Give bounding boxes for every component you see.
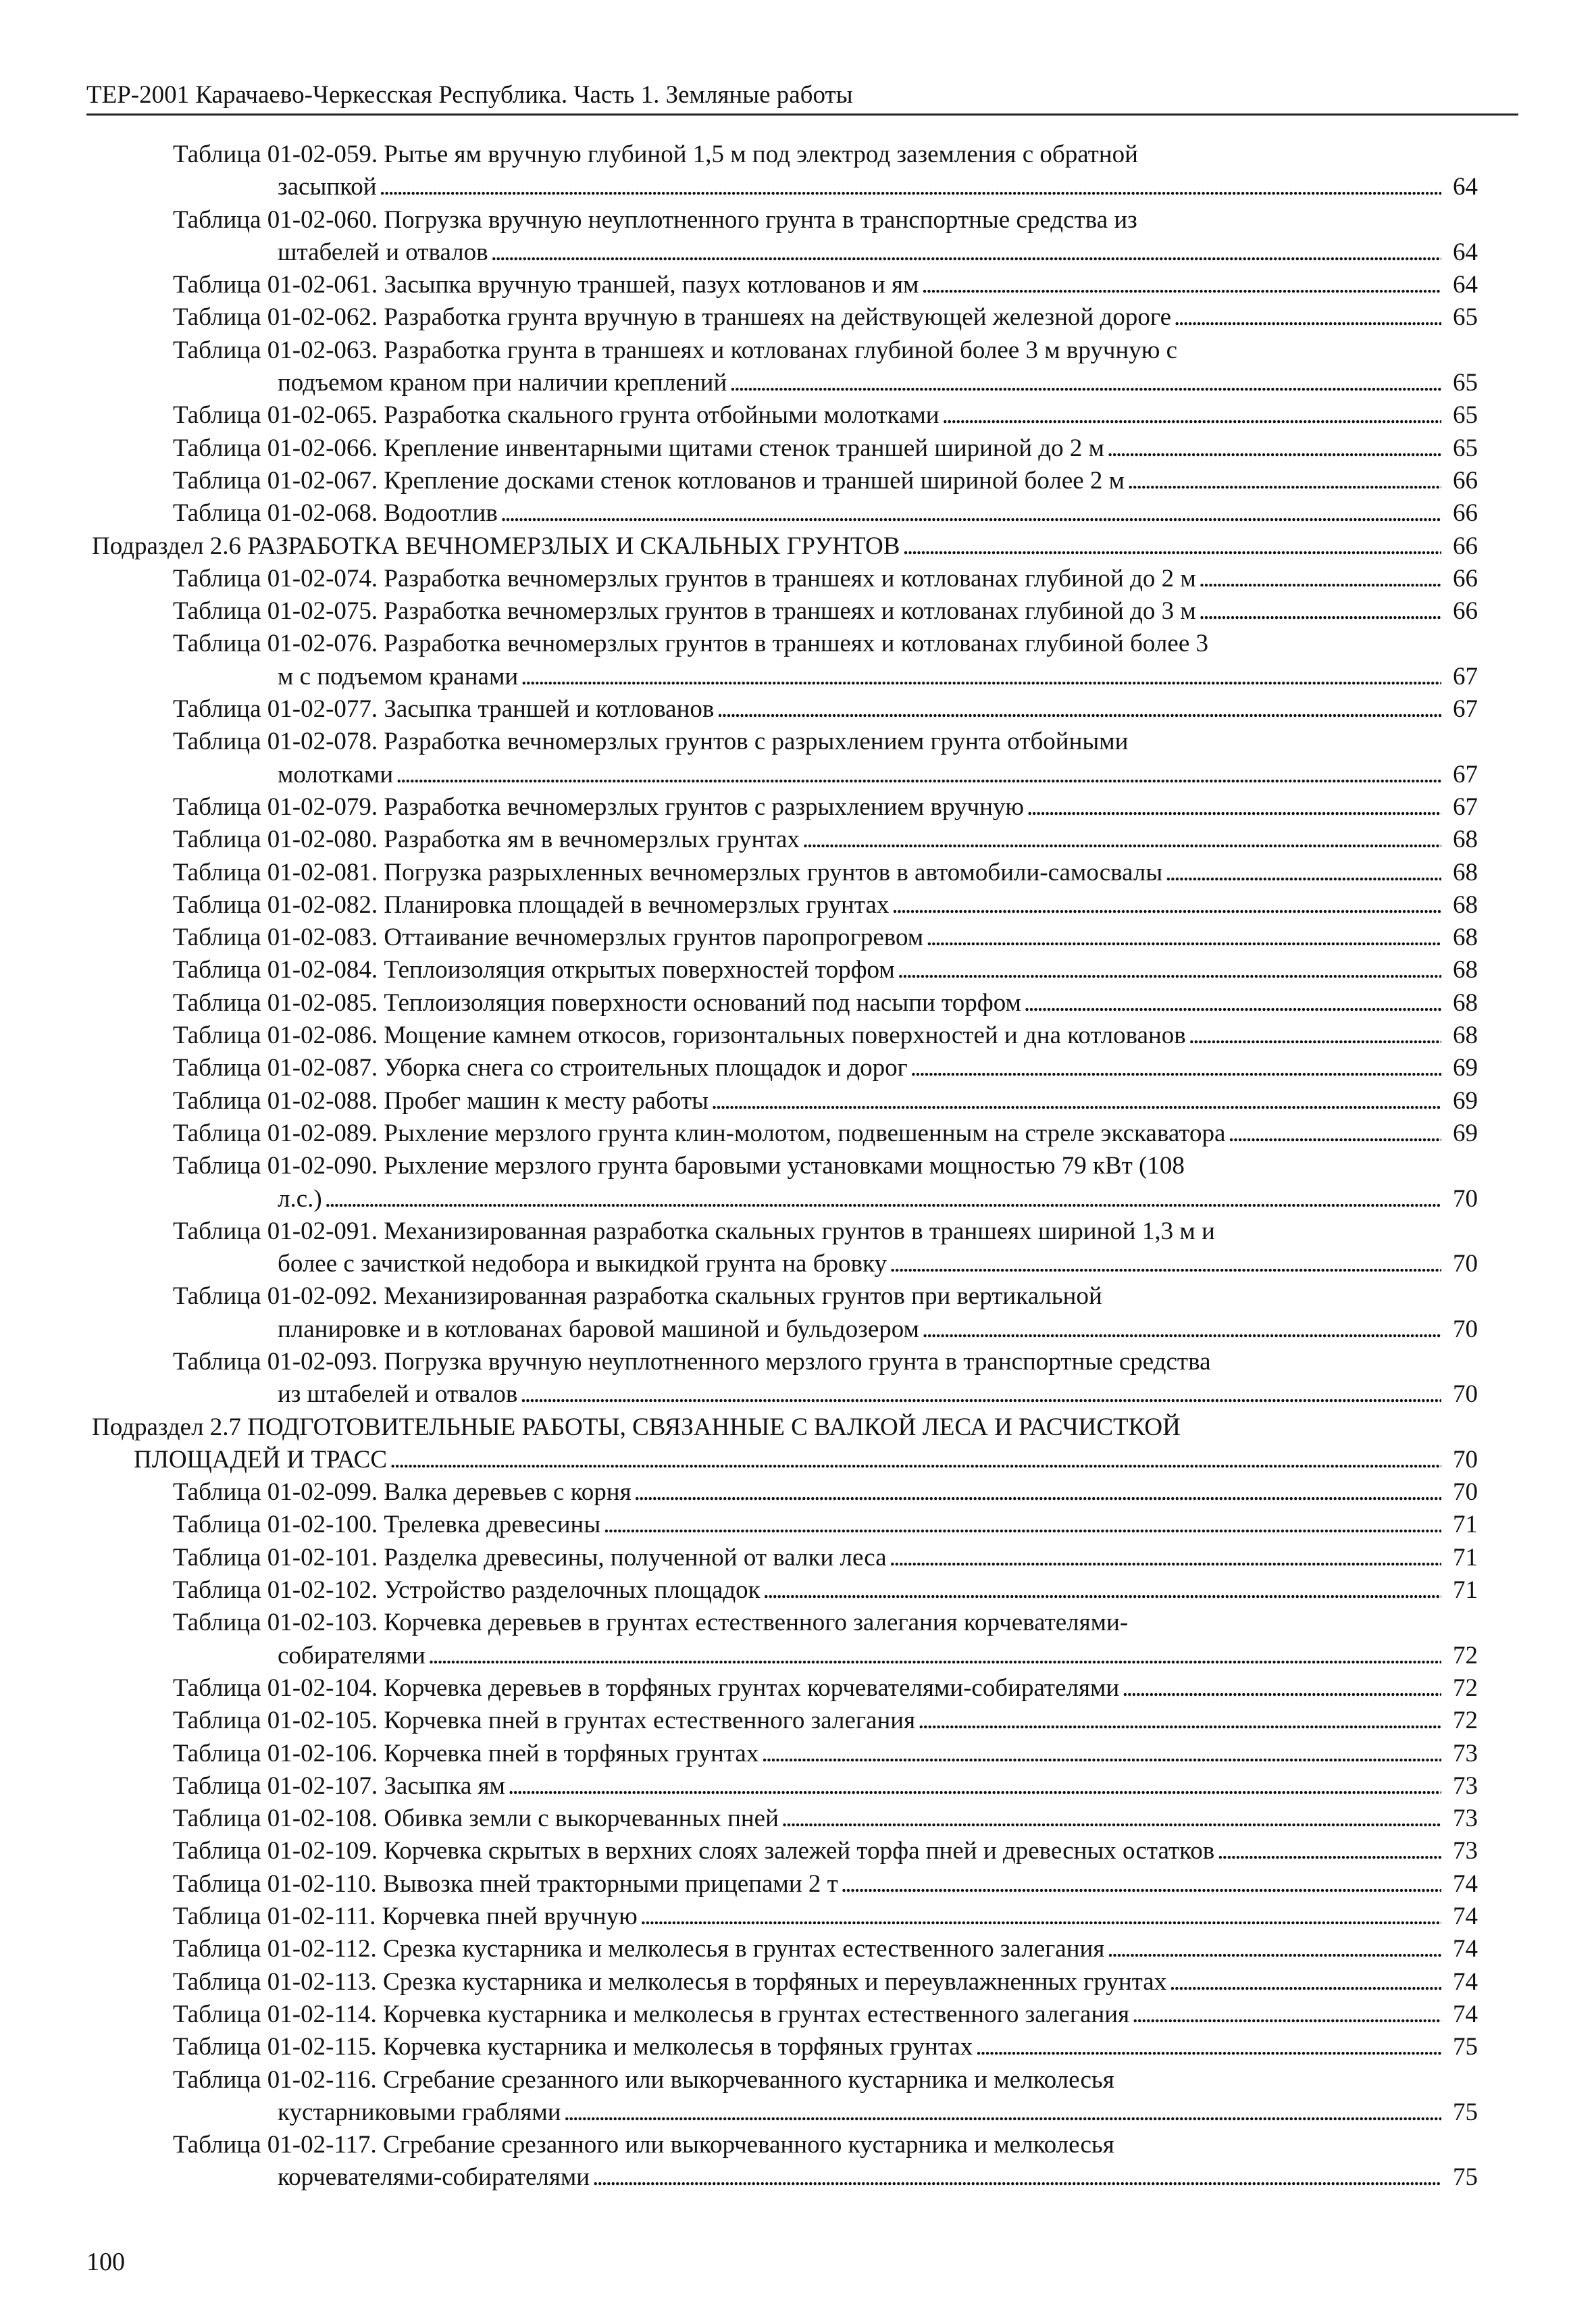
dot-leader [1199, 563, 1441, 595]
toc-entry-text: Таблица 01-02-061. Засыпка вручную траншей, пазух котлованов и ям [173, 271, 919, 299]
toc-table-entry[interactable] [86, 595, 1478, 628]
toc-page-number: 72 [1453, 1641, 1478, 1669]
dot-leader [1107, 432, 1441, 465]
page-number: 100 [86, 2248, 125, 2276]
dot-leader [640, 1901, 1441, 1933]
toc-page-number: 70 [1453, 1184, 1478, 1213]
toc-table-entry[interactable] [86, 2129, 1478, 2194]
toc-table-entry[interactable] [86, 1868, 1478, 1901]
toc-entry-line [86, 432, 1478, 465]
dot-leader [841, 1868, 1441, 1901]
toc-page-number: 74 [1453, 2000, 1478, 2028]
toc-page-number: 66 [1453, 466, 1478, 495]
toc-entry-line [86, 922, 1478, 954]
toc-entry-line [86, 1280, 1478, 1313]
toc-table-entry[interactable] [86, 2031, 1478, 2063]
dot-leader [1228, 1117, 1441, 1150]
toc-entry-line [86, 399, 1478, 432]
dot-leader [898, 954, 1441, 986]
toc-table-entry[interactable] [86, 1770, 1478, 1803]
toc-table-entry[interactable] [86, 269, 1478, 301]
dot-leader [910, 1052, 1441, 1084]
dot-leader [1174, 301, 1441, 334]
toc-entry-line [86, 2064, 1478, 2096]
toc-entry-line [86, 1672, 1478, 1705]
dot-leader [1199, 595, 1441, 628]
toc-entry-text: м с подъемом кранами [278, 662, 519, 690]
toc-entry-line [86, 2031, 1478, 2063]
toc-entry-text: Таблица 01-02-074. Разработка вечномерзлых грунтов в траншеях и котлованах глубиной до 2 м [173, 564, 1196, 593]
toc-table-entry[interactable] [86, 954, 1478, 986]
toc-entry-line [86, 1020, 1478, 1052]
dot-leader [711, 1085, 1441, 1117]
toc-entry-text: Таблица 01-02-099. Валка деревьев с корня [173, 1478, 632, 1507]
toc-table-entry[interactable] [86, 432, 1478, 465]
toc-entry-line [86, 1738, 1478, 1770]
toc-table-entry[interactable] [86, 1509, 1478, 1541]
toc-page-number: 73 [1453, 1837, 1478, 1865]
toc-table-entry[interactable] [86, 204, 1478, 270]
toc-entry-text: л.с.) [278, 1184, 322, 1213]
toc-entry-text: ПЛОЩАДЕЙ И ТРАСС [134, 1445, 388, 1474]
toc-page-number: 73 [1453, 1805, 1478, 1833]
toc-entry-line [86, 1378, 1478, 1411]
toc-table-entry[interactable] [86, 1574, 1478, 1607]
toc-entry-text: Таблица 01-02-093. Погрузка вручную неуплотненного мерзлого грунта в транспортные средства [173, 1347, 1211, 1376]
dot-leader [802, 824, 1441, 856]
toc-entry-line [86, 367, 1478, 399]
toc-entry-text: Таблица 01-02-111. Корчевка пней вручную [173, 1903, 638, 1931]
toc-entry-line [86, 1183, 1478, 1215]
toc-page-number: 65 [1453, 434, 1478, 462]
toc-entry-line [86, 987, 1478, 1020]
dot-leader [729, 367, 1441, 399]
toc-entry-line [86, 2161, 1478, 2194]
toc-entry-line [86, 857, 1478, 889]
toc-entry-text: Таблица 01-02-101. Разделка древесины, полученной от валки леса [173, 1543, 887, 1571]
toc-entry-text: Таблица 01-02-112. Срезка кустарника и мелколесья в грунтах естественного залегания [173, 1935, 1105, 1963]
toc-entry-text: Таблица 01-02-065. Разработка скального грунта отбойными молотками [173, 401, 939, 430]
toc-page-number: 68 [1453, 988, 1478, 1017]
dot-leader [520, 1378, 1441, 1411]
toc-page-number: 70 [1453, 1250, 1478, 1278]
toc-entry-text: Таблица 01-02-062. Разработка грунта вручную в траншеях на действующей железной дороге [173, 303, 1171, 332]
toc-page-number: 69 [1453, 1086, 1478, 1115]
toc-entry-text: Подраздел 2.6 РАЗРАБОТКА ВЕЧНОМЕРЗЛЫХ И СКАЛЬНЫХ ГРУНТОВ [92, 532, 900, 560]
toc-table-entry[interactable] [86, 1803, 1478, 1835]
toc-page-number: 70 [1453, 1315, 1478, 1343]
toc-table-entry[interactable] [86, 693, 1478, 726]
toc-table-entry[interactable] [86, 922, 1478, 954]
toc-entry-line [86, 661, 1478, 693]
dot-leader [975, 2031, 1441, 2063]
toc-table-entry[interactable] [86, 889, 1478, 922]
toc-entry-text: Таблица 01-02-063. Разработка грунта в траншеях и котлованах глубиной более 3 м вручную с [173, 336, 1178, 364]
toc-entry-line [86, 1476, 1478, 1509]
toc-entry-text: корчевателями-собирателями [278, 2163, 590, 2192]
toc-page-number: 68 [1453, 1022, 1478, 1050]
toc-page-number: 69 [1453, 1119, 1478, 1147]
toc-entry-line [86, 628, 1478, 660]
toc-entry-line [86, 1835, 1478, 1867]
document-title: ТЕР-2001 Карачаево-Черкесская Республика. Часть 1. Земляные работы [86, 81, 853, 109]
toc-entry-text: собирателями [278, 1641, 426, 1669]
toc-table-entry[interactable] [86, 1607, 1478, 1672]
toc-page-number: 68 [1453, 956, 1478, 984]
dot-leader [1217, 1835, 1441, 1867]
toc-entry-line [86, 334, 1478, 367]
toc-entry-line [86, 563, 1478, 595]
toc-entry-text: Таблица 01-02-059. Рытье ям вручную глубиной 1,5 м под электрод заземления с обратной [173, 141, 1138, 168]
toc-entry-line [86, 1509, 1478, 1541]
toc-entry-text: Таблица 01-02-106. Корчевка пней в торфяных грунтах [173, 1739, 759, 1767]
toc-entry-text: Таблица 01-02-090. Рыхление мерзлого грунта баровыми установками мощностью 79 кВт (108 [173, 1152, 1185, 1180]
dot-leader [1107, 1933, 1441, 1965]
toc-entry-text: из штабелей и отвалов [278, 1380, 518, 1409]
dot-leader [521, 661, 1441, 693]
toc-entry-text: Таблица 01-02-083. Оттаивание вечномерзлых грунтов паропрогревом [173, 924, 924, 952]
toc-page-number: 70 [1453, 1478, 1478, 1507]
toc-entry-text: Таблица 01-02-109. Корчевка скрытых в верхних слоях залежей торфа пней и древесных остатков [173, 1837, 1215, 1865]
toc-entry-line [86, 1411, 1478, 1444]
dot-leader [922, 1313, 1441, 1346]
toc-entry-text: планировке и в котлованах баровой машиной и бульдозером [278, 1315, 919, 1343]
dot-leader [508, 1770, 1441, 1803]
toc-table-entry[interactable] [86, 399, 1478, 432]
toc-page-number: 68 [1453, 826, 1478, 854]
toc-table-entry[interactable] [86, 1085, 1478, 1117]
toc-entry-text: Таблица 01-02-080. Разработка ям в вечномерзлых грунтах [173, 826, 800, 854]
toc-page-number: 68 [1453, 924, 1478, 952]
toc-table-entry[interactable] [86, 1705, 1478, 1737]
dot-leader [428, 1640, 1441, 1672]
toc-entry-text: Таблица 01-02-084. Теплоизоляция открытых поверхностей торфом [173, 956, 895, 984]
toc-entry-text: Таблица 01-02-114. Корчевка кустарника и мелколесья в грунтах естественного залегания [173, 2000, 1130, 2028]
toc-entry-text: Таблица 01-02-105. Корчевка пней в грунтах естественного залегания [173, 1707, 916, 1735]
toc-entry-text: Таблица 01-02-060. Погрузка вручную неуплотненного грунта в транспортные средства из [173, 205, 1137, 234]
toc-table-entry[interactable] [86, 824, 1478, 856]
toc-entry-line [86, 1444, 1478, 1476]
toc-entry-text: Таблица 01-02-115. Корчевка кустарника и мелколесья в торфяных грунтах [173, 2033, 973, 2061]
toc-entry-text: Таблица 01-02-117. Сгребание срезанного или выкорчеванного кустарника и мелколесья [173, 2131, 1114, 2159]
toc-entry-line [86, 595, 1478, 628]
toc-page-number: 67 [1453, 695, 1478, 724]
toc-page-number: 74 [1453, 1903, 1478, 1931]
dot-leader [1024, 987, 1441, 1020]
toc-table-entry[interactable] [86, 334, 1478, 400]
toc-page-number: 71 [1453, 1511, 1478, 1539]
toc-entry-text: Таблица 01-02-110. Вывозка пней тракторными прицепами 2 т [173, 1869, 838, 1898]
toc-table-entry[interactable] [86, 2064, 1478, 2130]
toc-entry-line [86, 1215, 1478, 1248]
toc-section-entry[interactable] [86, 1411, 1478, 1477]
toc-entry-line [86, 1117, 1478, 1150]
toc-table-entry[interactable] [86, 1215, 1478, 1281]
toc-page-number: 75 [1453, 2163, 1478, 2192]
toc-entry-line [86, 1933, 1478, 1965]
toc-table-entry[interactable] [86, 1542, 1478, 1574]
toc-table-entry[interactable] [86, 987, 1478, 1020]
toc-entry-text: Таблица 01-02-067. Крепление досками стенок котлованов и траншей шириной более 2 м [173, 466, 1125, 495]
toc-entry-line [86, 139, 1478, 171]
toc-entry-line [86, 1085, 1478, 1117]
toc-table-entry[interactable] [86, 1150, 1478, 1215]
toc-entry-line [86, 236, 1478, 269]
toc-entry-line [86, 2096, 1478, 2129]
toc-page-number: 75 [1453, 2098, 1478, 2126]
toc-table-entry[interactable] [86, 791, 1478, 824]
toc-table-entry[interactable] [86, 1117, 1478, 1150]
toc-entry-text: Таблица 01-02-104. Корчевка деревьев в торфяных грунтах корчевателями-собирателями [173, 1674, 1120, 1702]
toc-page-number: 65 [1453, 369, 1478, 397]
dot-leader [396, 759, 1441, 791]
toc-entry-line [86, 1052, 1478, 1084]
toc-table-entry[interactable] [86, 139, 1478, 204]
toc-table-entry[interactable] [86, 1672, 1478, 1705]
dot-leader [1127, 465, 1441, 497]
toc-table-entry[interactable] [86, 1835, 1478, 1867]
toc-page-number: 68 [1453, 890, 1478, 919]
toc-entry-line [86, 1966, 1478, 1998]
dot-leader [918, 1705, 1441, 1737]
toc-entry-text: Таблица 01-02-082. Планировка площадей в вечномерзлых грунтах [173, 890, 890, 919]
toc-page-number: 70 [1453, 1380, 1478, 1409]
toc-entry-text: Таблица 01-02-086. Мощение камнем откосов, горизонтальных поверхностей и дна котлованов [173, 1022, 1186, 1050]
dot-leader [761, 1738, 1441, 1770]
dot-leader [1027, 791, 1441, 824]
toc-entry-text: Таблица 01-02-077. Засыпка траншей и котлованов [173, 695, 715, 724]
toc-entry-line [86, 1705, 1478, 1737]
toc-table-entry[interactable] [86, 857, 1478, 889]
dot-leader [763, 1574, 1441, 1607]
toc-entry-text: Таблица 01-02-103. Корчевка деревьев в грунтах естественного залегания корчевателями- [173, 1609, 1129, 1637]
toc-entry-text: более с зачисткой недобора и выкидкой грунта на бровку [278, 1250, 887, 1278]
toc-entry-text: засыпкой [278, 173, 377, 201]
toc-entry-line [86, 1770, 1478, 1803]
toc-entry-text: Таблица 01-02-116. Сгребание срезанного или выкорчеванного кустарника и мелколесья [173, 2065, 1114, 2094]
dot-leader [634, 1476, 1441, 1509]
toc-table-entry[interactable] [86, 726, 1478, 791]
toc-entry-line [86, 1998, 1478, 2031]
dot-leader [890, 1248, 1441, 1280]
toc-entry-text: Таблица 01-02-088. Пробег машин к месту работы [173, 1086, 709, 1115]
toc-table-entry[interactable] [86, 1933, 1478, 1965]
toc-table-entry[interactable] [86, 1738, 1478, 1770]
table-of-contents [86, 139, 1478, 2194]
toc-entry-text: Таблица 01-02-102. Устройство разделочных площадок [173, 1576, 761, 1605]
dot-leader [564, 2096, 1441, 2129]
toc-page-number: 73 [1453, 1771, 1478, 1800]
toc-entry-text: Таблица 01-02-066. Крепление инвентарными щитами стенок траншей шириной до 2 м [173, 434, 1105, 462]
toc-page-number: 73 [1453, 1739, 1478, 1767]
toc-entry-line [86, 2129, 1478, 2161]
toc-page-number: 67 [1453, 760, 1478, 788]
toc-entry-text: Таблица 01-02-075. Разработка вечномерзлых грунтов в траншеях и котлованах глубиной до 3 м [173, 597, 1196, 626]
toc-page-number: 68 [1453, 858, 1478, 886]
toc-table-entry[interactable] [86, 1966, 1478, 1998]
toc-entry-text: Таблица 01-02-087. Уборка снега со строительных площадок и дорог [173, 1054, 908, 1082]
toc-page-number: 64 [1453, 238, 1478, 266]
toc-table-entry[interactable] [86, 497, 1478, 530]
toc-page-number: 64 [1453, 173, 1478, 201]
toc-entry-line [86, 1868, 1478, 1901]
toc-entry-text: Таблица 01-02-092. Механизированная разработка скальных грунтов при вертикальной [173, 1282, 1102, 1311]
toc-entry-text: Таблица 01-02-108. Обивка земли с выкорчеванных пней [173, 1805, 779, 1833]
toc-entry-text: Таблица 01-02-091. Механизированная разработка скальных грунтов в траншеях шириной 1,3 м и [173, 1217, 1215, 1245]
dot-leader [902, 530, 1441, 563]
toc-page-number: 71 [1453, 1543, 1478, 1571]
toc-entry-line [86, 1640, 1478, 1672]
toc-page-number: 74 [1453, 1967, 1478, 1996]
toc-page-number: 72 [1453, 1707, 1478, 1735]
toc-table-entry[interactable] [86, 1346, 1478, 1411]
toc-page-number: 69 [1453, 1054, 1478, 1082]
toc-entry-line [86, 1248, 1478, 1280]
dot-leader [1169, 1966, 1441, 1998]
toc-entry-line [86, 269, 1478, 301]
toc-entry-line [86, 726, 1478, 758]
dot-leader [926, 922, 1441, 954]
toc-entry-line [86, 1574, 1478, 1607]
toc-entry-line [86, 1803, 1478, 1835]
toc-entry-text: кустарниковыми граблями [278, 2098, 561, 2126]
dot-leader [390, 1444, 1441, 1476]
toc-entry-text: Таблица 01-02-100. Трелевка древесины [173, 1511, 601, 1539]
dot-leader [1165, 857, 1441, 889]
toc-entry-text: Таблица 01-02-078. Разработка вечномерзлых грунтов с разрыхлением грунта отбойными [173, 728, 1129, 756]
page-header [86, 80, 1518, 116]
dot-leader [603, 1509, 1441, 1541]
toc-entry-text: молотками [278, 760, 394, 788]
toc-table-entry[interactable] [86, 301, 1478, 334]
dot-leader [500, 497, 1441, 530]
toc-entry-text: Таблица 01-02-085. Теплоизоляция поверхности оснований под насыпи торфом [173, 988, 1021, 1017]
toc-entry-line [86, 301, 1478, 334]
dot-leader [892, 889, 1441, 922]
dot-leader [1132, 1998, 1441, 2031]
dot-leader [1189, 1020, 1441, 1052]
toc-table-entry[interactable] [86, 1901, 1478, 1933]
toc-page-number: 65 [1453, 401, 1478, 430]
dot-leader [781, 1803, 1441, 1835]
toc-page-number: 66 [1453, 499, 1478, 528]
toc-entry-text: Таблица 01-02-113. Срезка кустарника и мелколесья в торфяных и переувлажненных грунтах [173, 1967, 1167, 1996]
toc-table-entry[interactable] [86, 1998, 1478, 2031]
toc-table-entry[interactable] [86, 563, 1478, 595]
toc-entry-text: подъемом краном при наличии креплений [278, 369, 727, 397]
toc-table-entry[interactable] [86, 1020, 1478, 1052]
toc-entry-line [86, 530, 1478, 563]
dot-leader [1122, 1672, 1441, 1705]
toc-table-entry[interactable] [86, 1280, 1478, 1346]
toc-page-number: 74 [1453, 1935, 1478, 1963]
toc-entry-line [86, 1150, 1478, 1182]
dot-leader [380, 171, 1441, 203]
toc-page-number: 66 [1453, 532, 1478, 560]
dot-leader [890, 1542, 1441, 1574]
toc-page-number: 75 [1453, 2033, 1478, 2061]
dot-leader [325, 1183, 1441, 1215]
toc-entry-line [86, 1346, 1478, 1378]
dot-leader [491, 236, 1441, 269]
toc-entry-text: Таблица 01-02-107. Засыпка ям [173, 1771, 505, 1800]
toc-entry-text: Таблица 01-02-076. Разработка вечномерзлых грунтов в траншеях и котлованах глубиной более 3 [173, 630, 1208, 658]
toc-entry-line [86, 693, 1478, 726]
toc-table-entry[interactable] [86, 628, 1478, 693]
toc-page-number: 64 [1453, 271, 1478, 299]
toc-entry-line [86, 497, 1478, 530]
toc-page-number: 67 [1453, 793, 1478, 821]
toc-entry-text: Таблица 01-02-089. Рыхление мерзлого грунта клин-молотом, подвешенным на стреле экскаватора [173, 1119, 1226, 1147]
dot-leader [921, 269, 1441, 301]
toc-page-number: 72 [1453, 1674, 1478, 1702]
dot-leader [592, 2161, 1441, 2194]
toc-entry-line [86, 465, 1478, 497]
toc-page-number: 66 [1453, 564, 1478, 593]
toc-section-entry[interactable] [86, 530, 1478, 563]
toc-page-number: 71 [1453, 1576, 1478, 1605]
toc-entry-text: Таблица 01-02-081. Погрузка разрыхленных вечномерзлых грунтов в автомобили-самосвалы [173, 858, 1163, 886]
toc-entry-text: Таблица 01-02-068. Водоотлив [173, 499, 498, 528]
dot-leader [942, 399, 1441, 432]
toc-entry-line [86, 954, 1478, 986]
toc-entry-text: штабелей и отвалов [278, 238, 488, 266]
toc-page-number: 74 [1453, 1869, 1478, 1898]
toc-page-number: 66 [1453, 597, 1478, 626]
toc-page-number: 65 [1453, 303, 1478, 332]
toc-entry-line [86, 1901, 1478, 1933]
toc-entry-text: Таблица 01-02-079. Разработка вечномерзлых грунтов с разрыхлением вручную [173, 793, 1025, 821]
toc-table-entry[interactable] [86, 1052, 1478, 1084]
toc-entry-line [86, 204, 1478, 236]
toc-table-entry[interactable] [86, 465, 1478, 497]
toc-entry-line [86, 1313, 1478, 1346]
toc-entry-line [86, 759, 1478, 791]
toc-table-entry[interactable] [86, 1476, 1478, 1509]
toc-entry-line [86, 889, 1478, 922]
toc-entry-line [86, 171, 1478, 203]
toc-entry-text: Подраздел 2.7 ПОДГОТОВИТЕЛЬНЫЕ РАБОТЫ, СВЯЗАННЫЕ С ВАЛКОЙ ЛЕСА И РАСЧИСТКОЙ [92, 1413, 1181, 1441]
toc-entry-line [86, 1542, 1478, 1574]
toc-entry-line [86, 824, 1478, 856]
toc-entry-line [86, 1607, 1478, 1639]
toc-entry-line [86, 791, 1478, 824]
dot-leader [717, 693, 1441, 726]
toc-page-number: 67 [1453, 662, 1478, 690]
toc-page-number: 70 [1453, 1445, 1478, 1474]
